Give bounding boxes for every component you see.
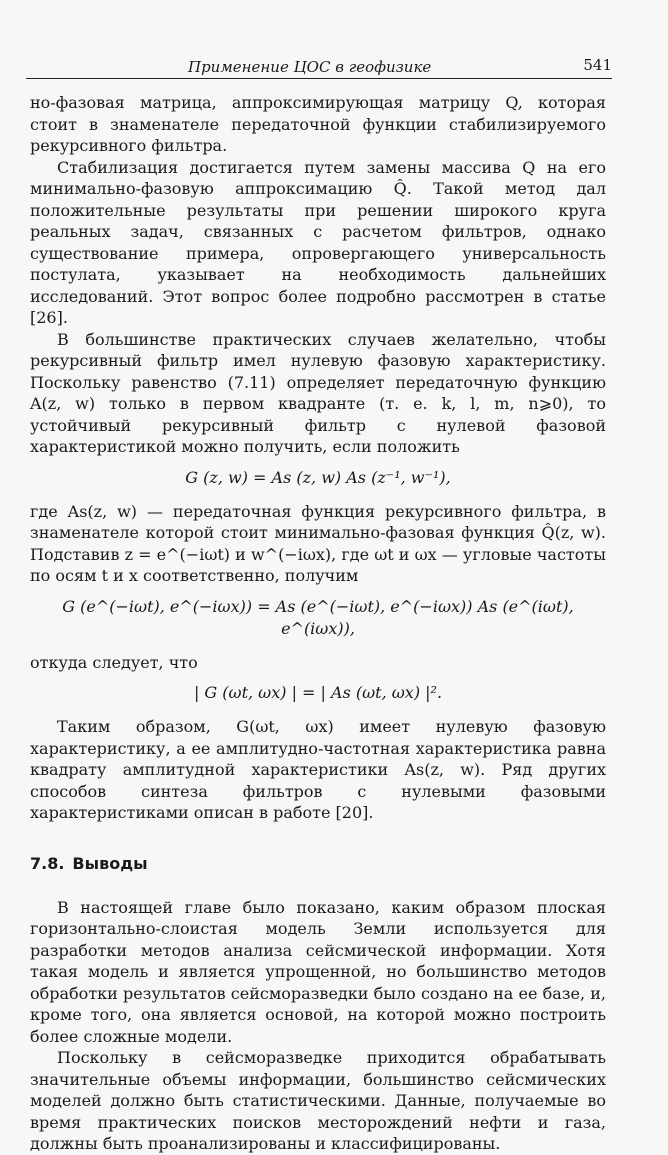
paragraph-summary-1: В настоящей главе было показано, каким образом плоская горизонтально-слоистая модель Земли используется для разработки методов анализа сейсмической информации. Хотя такая модель и является упрощенной, но большинство методов обработки результатов сейсморазведки было создано на ее базе, и, кроме того, она является основой, на которой можно построить более сложные модели. <box>30 897 606 1046</box>
paragraph-substitution: где As(z, w) — передаточная функция рекурсивного фильтра, в знаменателе которой стоит минимально-фазовая функция Q̂(z, w). Подставив z = e^(−iωt) и w^(−iωx), где ωt и ωx — угловые частоты по осям t и x соответственно, получим <box>30 501 606 585</box>
running-head <box>26 56 612 79</box>
paragraph-stabilization: Стабилизация достигается путем замены массива Q на его минимально-фазовую аппроксимацию Q̂. Такой метод дал положительные результаты при решении широкого круга реальных задач, связанных с расчетом фильтров, однако существование примера, опровергающего универсальность постулата, указывает на необходимость дальнейших исследований. Этот вопрос более подробно рассмотрен в статье [26]. <box>30 157 606 327</box>
section-title: Выводы <box>72 853 148 873</box>
equation-g-exp: G (e^(−iωt), e^(−iωx)) = As (e^(−iωt), e^(−iωx)) As (e^(iωt), e^(iωx)), <box>62 596 574 638</box>
section-number: 7.8. <box>30 853 65 873</box>
paragraph-conclusion-phase: Таким образом, G(ωt, ωx) имеет нулевую фазовую характеристику, а ее амплитудно-частотная характеристика равна квадрату амплитудной характеристики As(z, w). Ряд других способов синтеза фильтров с нулевыми фазовыми характеристиками описан в работе [20]. <box>30 717 606 822</box>
paragraph-continuation: но-фазовая матрица, аппроксимирующая матрицу Q, которая стоит в знаменателе передаточной функции стабилизируемого рекурсивного фильтра. <box>30 93 606 155</box>
page-number: 541 <box>583 56 612 74</box>
paragraph-hence: откуда следует, что <box>30 652 198 672</box>
paragraph-zero-phase: В большинстве практических случаев желательно, чтобы рекурсивный фильтр имел нулевую фазовую характеристику. Поскольку равенство (7.11) определяет передаточную функцию A(z, w) только в первом квадранте (т. е. k, l, m, n⩾0), то устойчивый рекурсивный фильтр с нулевой фазовой характеристикой можно получить, если положить <box>30 329 606 456</box>
equation-g-zw: G (z, w) = As (z, w) As (z⁻¹, w⁻¹), <box>185 467 451 487</box>
equation-magnitude: | G (ωt, ωx) | = | As (ωt, ωx) |². <box>193 683 443 702</box>
running-title: Применение ЦОС в геофизике <box>188 58 432 76</box>
paragraph-summary-2: Поскольку в сейсморазведке приходится обрабатывать значительные объемы информации, большинство сейсмических моделей должно быть статистическими. Данные, получаемые во время практических поисков месторождений нефти и газа, должны быть проанализированы и классифицированы. <box>30 1048 606 1153</box>
body-text <box>30 92 606 1155</box>
section-heading <box>30 854 606 873</box>
